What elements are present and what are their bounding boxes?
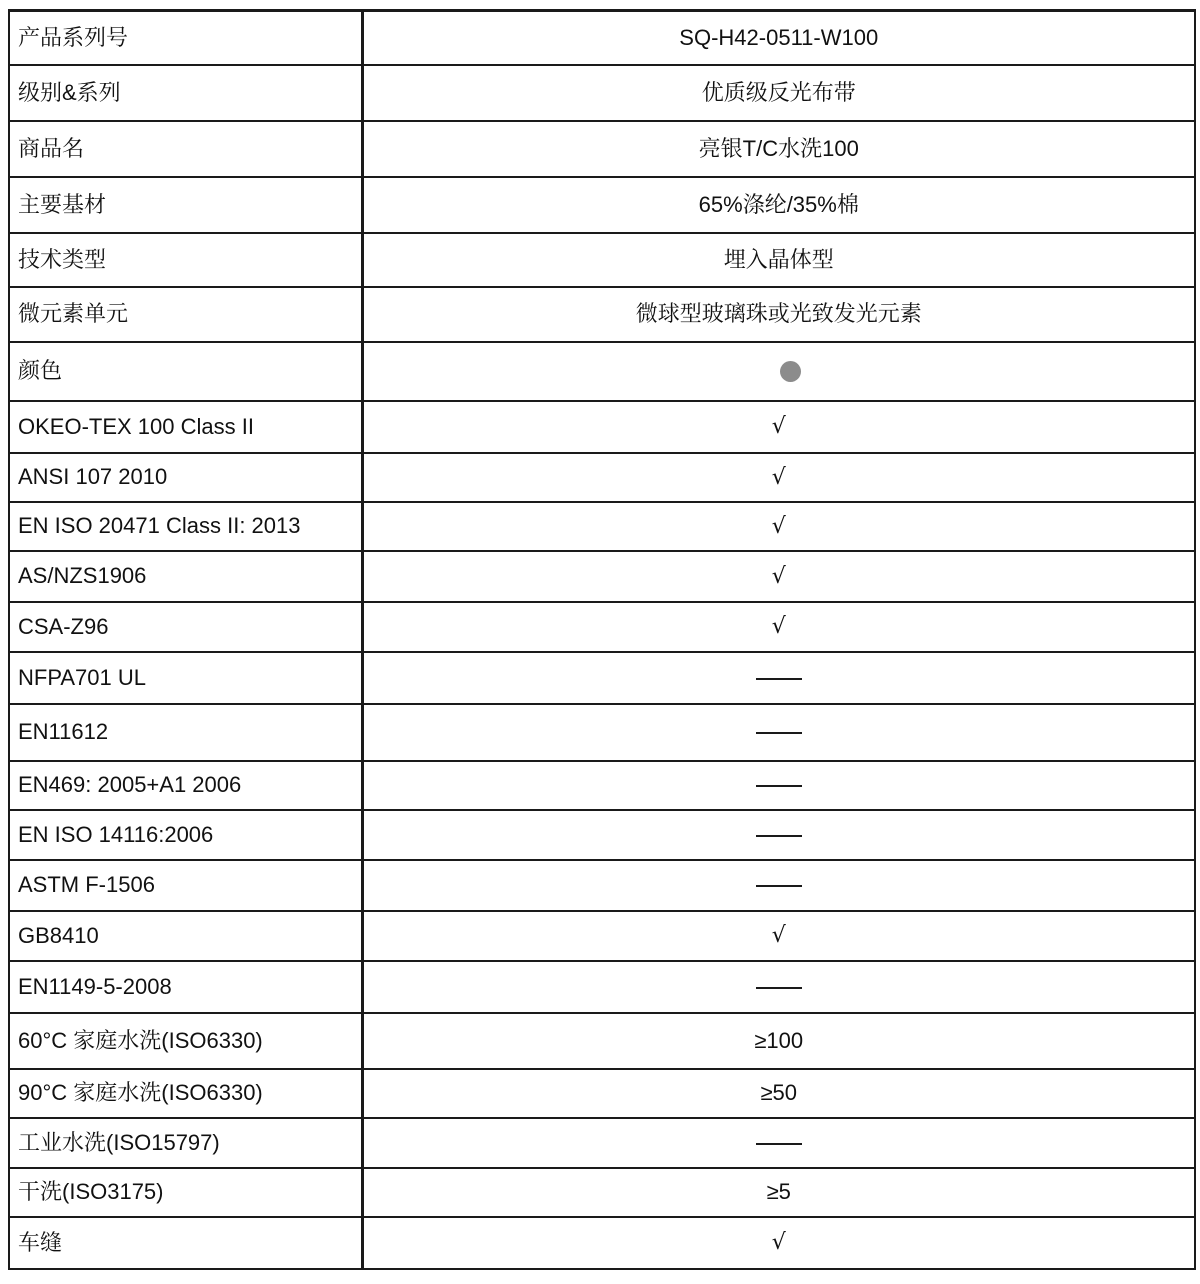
spec-table xyxy=(8,9,1196,1270)
row-value xyxy=(362,453,1195,502)
not-applicable-dash-icon xyxy=(756,1143,802,1145)
row-label: 产品系列号 xyxy=(9,11,362,65)
table-row xyxy=(9,551,1195,602)
color-swatch-icon xyxy=(780,361,801,382)
row-value xyxy=(362,810,1195,860)
row-label: NFPA701 UL xyxy=(9,652,362,704)
row-value: 优质级反光布带 xyxy=(362,65,1195,121)
table-row xyxy=(9,704,1195,761)
row-value xyxy=(362,961,1195,1013)
table-row xyxy=(9,602,1195,652)
row-label: EN1149-5-2008 xyxy=(9,961,362,1013)
table-row xyxy=(9,177,1195,233)
table-row xyxy=(9,911,1195,961)
check-mark-icon: √ xyxy=(771,563,786,589)
table-row xyxy=(9,860,1195,911)
check-mark-icon: √ xyxy=(771,923,786,948)
row-label: 商品名 xyxy=(9,121,362,177)
row-value xyxy=(362,342,1195,401)
not-applicable-dash-icon xyxy=(756,732,802,734)
not-applicable-dash-icon xyxy=(756,987,802,989)
row-value xyxy=(362,401,1195,453)
table-row xyxy=(9,121,1195,177)
table-row xyxy=(9,342,1195,401)
table-row xyxy=(9,453,1195,502)
row-label: 60°C 家庭水洗(ISO6330) xyxy=(9,1013,362,1069)
row-label: EN ISO 14116:2006 xyxy=(9,810,362,860)
row-value: ≥100 xyxy=(362,1013,1195,1069)
row-value: 埋入晶体型 xyxy=(362,233,1195,287)
row-label: 工业水洗(ISO15797) xyxy=(9,1118,362,1168)
row-value: 亮银T/C水洗100 xyxy=(362,121,1195,177)
not-applicable-dash-icon xyxy=(756,835,802,837)
table-row xyxy=(9,652,1195,704)
table-row xyxy=(9,1168,1195,1217)
row-label: 车缝 xyxy=(9,1217,362,1269)
row-value: SQ-H42-0511-W100 xyxy=(362,11,1195,65)
row-label: AS/NZS1906 xyxy=(9,551,362,602)
row-label: OKEO-TEX 100 Class II xyxy=(9,401,362,453)
not-applicable-dash-icon xyxy=(756,785,802,787)
row-label: 微元素单元 xyxy=(9,287,362,342)
row-label: 90°C 家庭水洗(ISO6330) xyxy=(9,1069,362,1118)
row-value xyxy=(362,860,1195,911)
table-row xyxy=(9,961,1195,1013)
table-row xyxy=(9,65,1195,121)
row-label: 颜色 xyxy=(9,342,362,401)
check-mark-icon: √ xyxy=(771,513,786,539)
row-label: EN ISO 20471 Class II: 2013 xyxy=(9,502,362,551)
check-mark-icon: √ xyxy=(771,614,786,639)
row-value xyxy=(362,502,1195,551)
row-value xyxy=(362,551,1195,602)
not-applicable-dash-icon xyxy=(756,678,802,680)
table-row xyxy=(9,502,1195,551)
row-label: ASTM F-1506 xyxy=(9,860,362,911)
row-value xyxy=(362,652,1195,704)
row-label: 技术类型 xyxy=(9,233,362,287)
row-value: 65%涤纶/35%棉 xyxy=(362,177,1195,233)
row-label: 主要基材 xyxy=(9,177,362,233)
row-value: 微球型玻璃珠或光致发光元素 xyxy=(362,287,1195,342)
table-row xyxy=(9,233,1195,287)
row-value xyxy=(362,602,1195,652)
row-value: ≥5 xyxy=(362,1168,1195,1217)
row-value xyxy=(362,1217,1195,1269)
row-value xyxy=(362,1118,1195,1168)
row-value xyxy=(362,761,1195,810)
row-label: CSA-Z96 xyxy=(9,602,362,652)
check-mark-icon: √ xyxy=(771,464,786,490)
spec-table-body xyxy=(9,11,1195,1269)
table-row xyxy=(9,1069,1195,1118)
row-value xyxy=(362,911,1195,961)
row-label: ANSI 107 2010 xyxy=(9,453,362,502)
table-row xyxy=(9,1118,1195,1168)
row-label: GB8410 xyxy=(9,911,362,961)
check-mark-icon: √ xyxy=(771,1230,786,1255)
row-label: EN469: 2005+A1 2006 xyxy=(9,761,362,810)
table-row xyxy=(9,11,1195,65)
check-mark-icon: √ xyxy=(771,414,786,439)
row-label: EN11612 xyxy=(9,704,362,761)
table-row xyxy=(9,287,1195,342)
row-label: 级别&系列 xyxy=(9,65,362,121)
table-row xyxy=(9,1013,1195,1069)
row-label: 干洗(ISO3175) xyxy=(9,1168,362,1217)
table-row xyxy=(9,810,1195,860)
row-value: ≥50 xyxy=(362,1069,1195,1118)
table-row xyxy=(9,1217,1195,1269)
table-row xyxy=(9,761,1195,810)
table-row xyxy=(9,401,1195,453)
row-value xyxy=(362,704,1195,761)
not-applicable-dash-icon xyxy=(756,885,802,887)
